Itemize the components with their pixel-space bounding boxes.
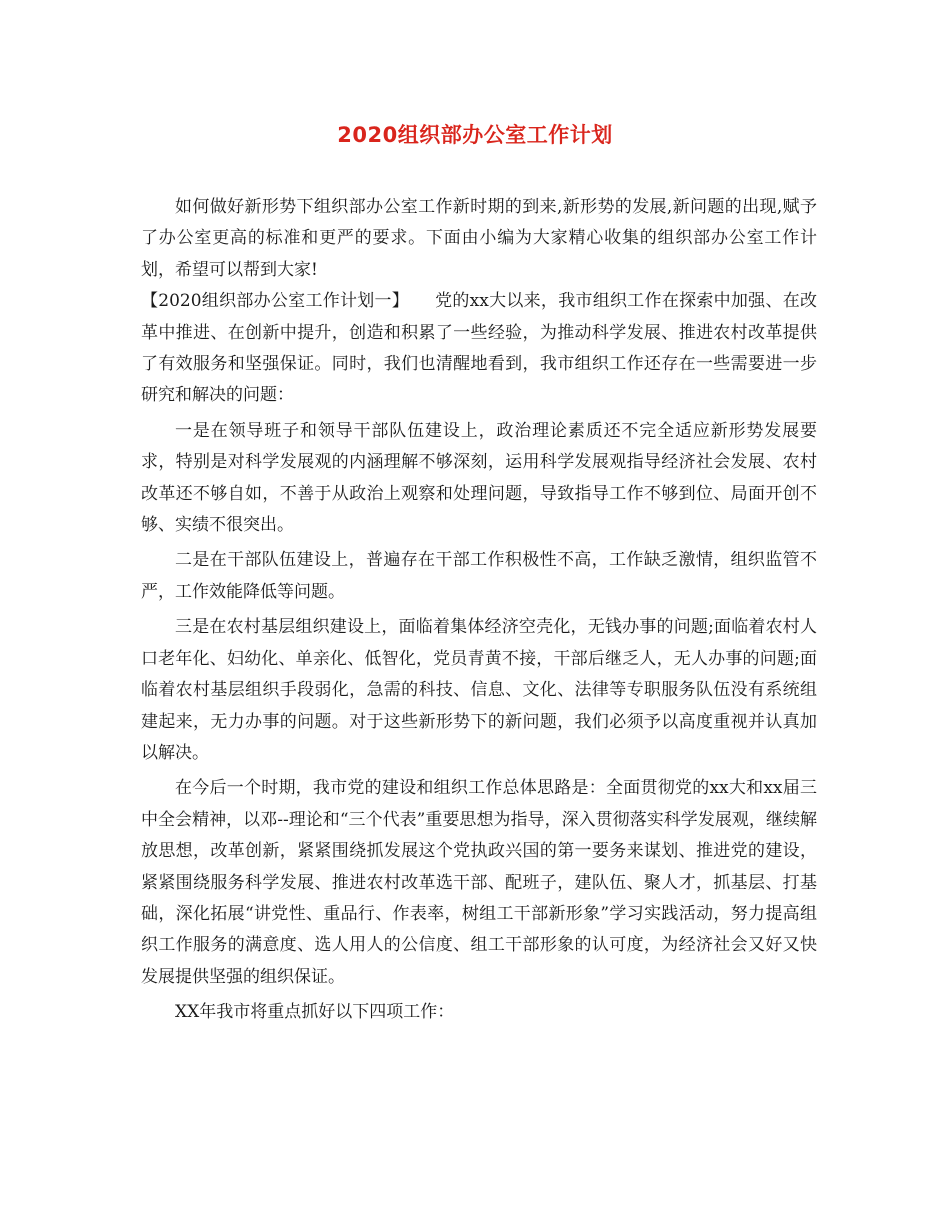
document-body — [141, 192, 817, 1033]
paragraph-point-two: 二是在干部队伍建设上，普遍存在干部工作积极性不高，工作缺乏激情，组织监管不严，工作效能降低等问题。 — [141, 550, 817, 602]
paragraph-intro: 如何做好新形势下组织部办公室工作新时期的到来,新形势的发展,新问题的出现,赋予了办公室更高的标准和更严的要求。下面由小编为大家精心收集的组织部办公室工作计划，希望可以帮到大家! — [141, 197, 817, 280]
paragraph-point-one: 一是在领导班子和领导干部队伍建设上，政治理论素质还不完全适应新形势发展要求，特别是对科学发展观的内涵理解不够深刻，运用科学发展观指导经济社会发展、农村改革还不够自如，不善于从政治上观察和处理问题，导致指导工作不够到位、局面开创不够、实绩不很突出。 — [141, 420, 817, 536]
document-title: 2020组织部办公室工作计划 — [337, 123, 613, 147]
paragraph-point-three: 三是在农村基层组织建设上，面临着集体经济空壳化，无钱办事的问题;面临着农村人口老年化、妇幼化、单亲化、低智化，党员青黄不接，干部后继乏人，无人办事的问题;面临着农村基层组织手段弱化，急需的科技、信息、文化、法律等专职服务队伍没有系统组建起来，无力办事的问题。对于这些新形势下的新问题，我们必须予以高度重视并认真加以解决。 — [141, 617, 817, 763]
paragraph-overall-approach: 在今后一个时期，我市党的建设和组织工作总体思路是：全面贯彻党的xx大和xx届三中全会精神，以邓--理论和“三个代表”重要思想为指导，深入贯彻落实科学发展观，继续解放思想，改革创新，紧紧围绕抓发展这个党执政兴国的第一要务来谋划、推进党的建设，紧紧围绕服务科学发展、推进农村改革选干部、配班子，建队伍、聚人才，抓基层、打基础，深化拓展“讲党性、重品行、作表率，树组工干部新形象”学习实践活动，努力提高组织工作服务的满意度、选人用人的公信度、组工干部形象的认可度，为经济社会又好又快发展提供坚强的组织保证。 — [141, 778, 817, 987]
paragraph-plan-one: 【2020组织部办公室工作计划一】 党的xx大以来，我市组织工作在探索中加强、在改革中推进、在创新中提升，创造和积累了一些经验，为推动科学发展、推进农村改革提供了有效服务和坚强保证。同时，我们也清醒地看到，我市组织工作还存在一些需要进一步研究和解决的问题： — [141, 291, 817, 406]
paragraph-four-tasks: XX年我市将重点抓好以下四项工作： — [175, 1002, 455, 1023]
